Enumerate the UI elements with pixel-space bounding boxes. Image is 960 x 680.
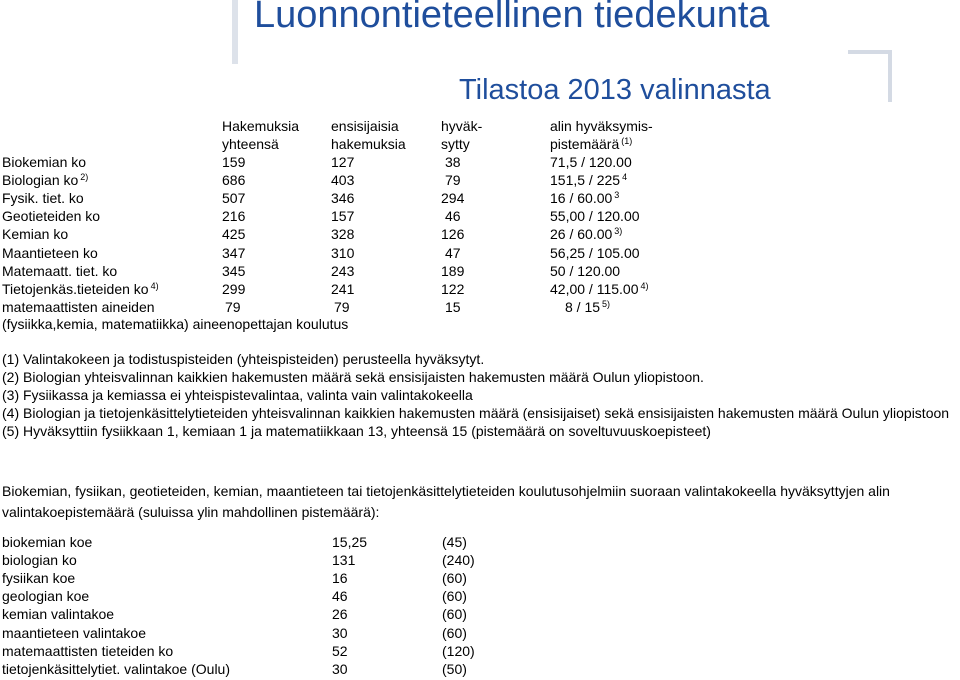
score-max: (240) [442,552,475,569]
row-applications: 347 [222,244,246,261]
footnote-5: (5) Hyväksyttiin fysiikkaan 1, kemiaan 1 ja matematiikkaan 13, yhteensä 15 (pistemäärä on soveltuvuuskoepisteet) [2,423,711,439]
score-min: 46 [332,588,348,605]
row-accepted: 189 [441,262,465,279]
row-applications: 686 [222,172,246,189]
corner-decoration [848,50,892,102]
entrance-exam-paragraph: Biokemian, fysiikan, geotieteiden, kemian, maantieteen tai tietojenkäsittelytieteiden koulutusohjelmiin suoraan valintakokeella hyväksyttyjen alin valintakoepistemäärä (suluissa ylin mahdollinen pistemäärä): [2,483,890,520]
row-min-score: 151,5 / 225 $^4$ [550,172,628,189]
row-min-score: 26 / 60.00 $^{3)}$ [550,226,623,243]
header-applications-line2: yhteensä [222,136,279,152]
row-first-choice: 241 [331,280,355,297]
row-first-choice: 157 [331,208,355,225]
score-name: kemian valintakoe [2,606,115,623]
table-row-note: (fysiikka,kemia, matematiikka) aineenopettajan koulutus [2,316,349,332]
row-name: matemaattisten aineiden [2,298,155,315]
row-first-choice: 346 [331,190,355,207]
header-first-choice-line2: hakemuksia [331,136,406,152]
row-applications: 216 [222,208,246,225]
row-first-choice: 310 [331,244,355,261]
row-applications: 159 [222,154,246,170]
row-applications: 507 [222,190,246,207]
row-accepted: 46 [445,208,461,225]
row-accepted: 38 [445,154,461,170]
page-title: Luonnontieteellinen tiedekunta [254,0,770,36]
score-max: (60) [442,570,467,587]
header-decoration-bar [232,0,238,64]
footnote-3: (3) Fysiikassa ja kemiassa ei yhteispistevalintaa, valinta vain valintakokeella [2,387,473,403]
header-applications-line1: Hakemuksia [222,118,300,134]
row-accepted: 126 [441,226,465,243]
row-applications: 79 [225,298,241,315]
score-min: 131 [332,552,356,569]
score-min: 15,25 [332,534,368,550]
row-name: Kemian ko [2,226,69,243]
row-name: Maantieteen ko [2,244,98,261]
score-max: (60) [442,624,467,641]
row-first-choice: 243 [331,262,355,279]
row-first-choice: 403 [331,172,355,189]
score-min: 30 [332,624,348,641]
row-min-score: 42,00 / 115.00 $^{4)}$ [550,280,649,297]
score-name: maantieteen valintakoe [2,624,146,641]
row-min-score: 50 / 120.00 [550,262,621,279]
score-max: (60) [442,606,467,623]
row-applications: 299 [222,280,246,297]
row-min-score: 16 / 60.00 $^3$ [550,190,620,207]
row-accepted: 122 [441,280,465,297]
row-name: Biokemian ko [2,154,87,170]
row-name: Geotieteiden ko [2,208,101,225]
footnote-2: (2) Biologian yhteisvalinnan kaikkien hakemusten määrä sekä ensisijaisten hakemusten määrä Oulun yliopistoon. [2,369,704,385]
row-name: Fysik. tiet. ko [2,190,84,207]
row-min-score: 71,5 / 120.00 [550,154,632,170]
footnote-4: (4) Biologian ja tietojenkäsittelytieteiden yhteisvalinnan kaikkien hakemusten määrä (ensisijaiset) sekä ensisijaisten hakemusten määrä Oulun yliopistoon [2,405,950,421]
row-applications: 425 [222,226,246,243]
header-accepted-line1: hyväk- [441,118,483,134]
page-subtitle: Tilastoa 2013 valinnasta [459,74,771,106]
score-name: tietojenkäsittelytiet. valintakoe (Oulu) [2,660,230,677]
row-first-choice: 79 [334,298,350,315]
score-name: matemaattisten tieteiden ko [2,642,174,659]
header-accepted-line2: sytty [441,136,470,152]
score-max: (50) [442,660,467,677]
score-min: 52 [332,642,348,659]
row-accepted: 294 [441,190,465,207]
row-name: Matemaatt. tiet. ko [2,262,118,279]
score-name: biokemian koe [2,534,93,550]
row-first-choice: 127 [331,154,355,170]
row-first-choice: 328 [331,226,355,243]
score-name: geologian koe [2,588,90,605]
header-min-score-line1: alin hyväksymis- [550,118,653,134]
header-first-choice-line1: ensisijaisia [331,118,399,134]
footnotes [2,350,954,440]
footnote-1: (1) Valintakokeen ja todistuspisteiden (yhteispisteiden) perusteella hyväksytyt. [2,351,485,367]
score-min: 26 [332,606,348,623]
row-min-score: 56,25 / 105.00 [550,244,640,261]
score-max: (120) [442,642,475,659]
score-max: (45) [442,534,467,550]
score-max: (60) [442,588,467,605]
score-name: fysiikan koe [2,570,76,587]
row-accepted: 47 [445,244,461,261]
row-name: Tietojenkäs.tieteiden ko $^{4)}$ [2,280,159,297]
row-min-score: 8 / 15 $^{5)}$ [565,298,611,315]
score-min: 16 [332,570,348,587]
score-min: 30 [332,660,348,677]
row-accepted: 79 [445,172,461,189]
row-accepted: 15 [445,298,461,315]
score-name: biologian ko [2,552,77,569]
row-min-score: 55,00 / 120.00 [550,208,640,225]
row-name: Biologian ko $^{2)}$ [2,172,89,189]
row-applications: 345 [222,262,246,279]
header-min-score-line2: pistemäärä $^{(1)}$ [550,136,633,152]
